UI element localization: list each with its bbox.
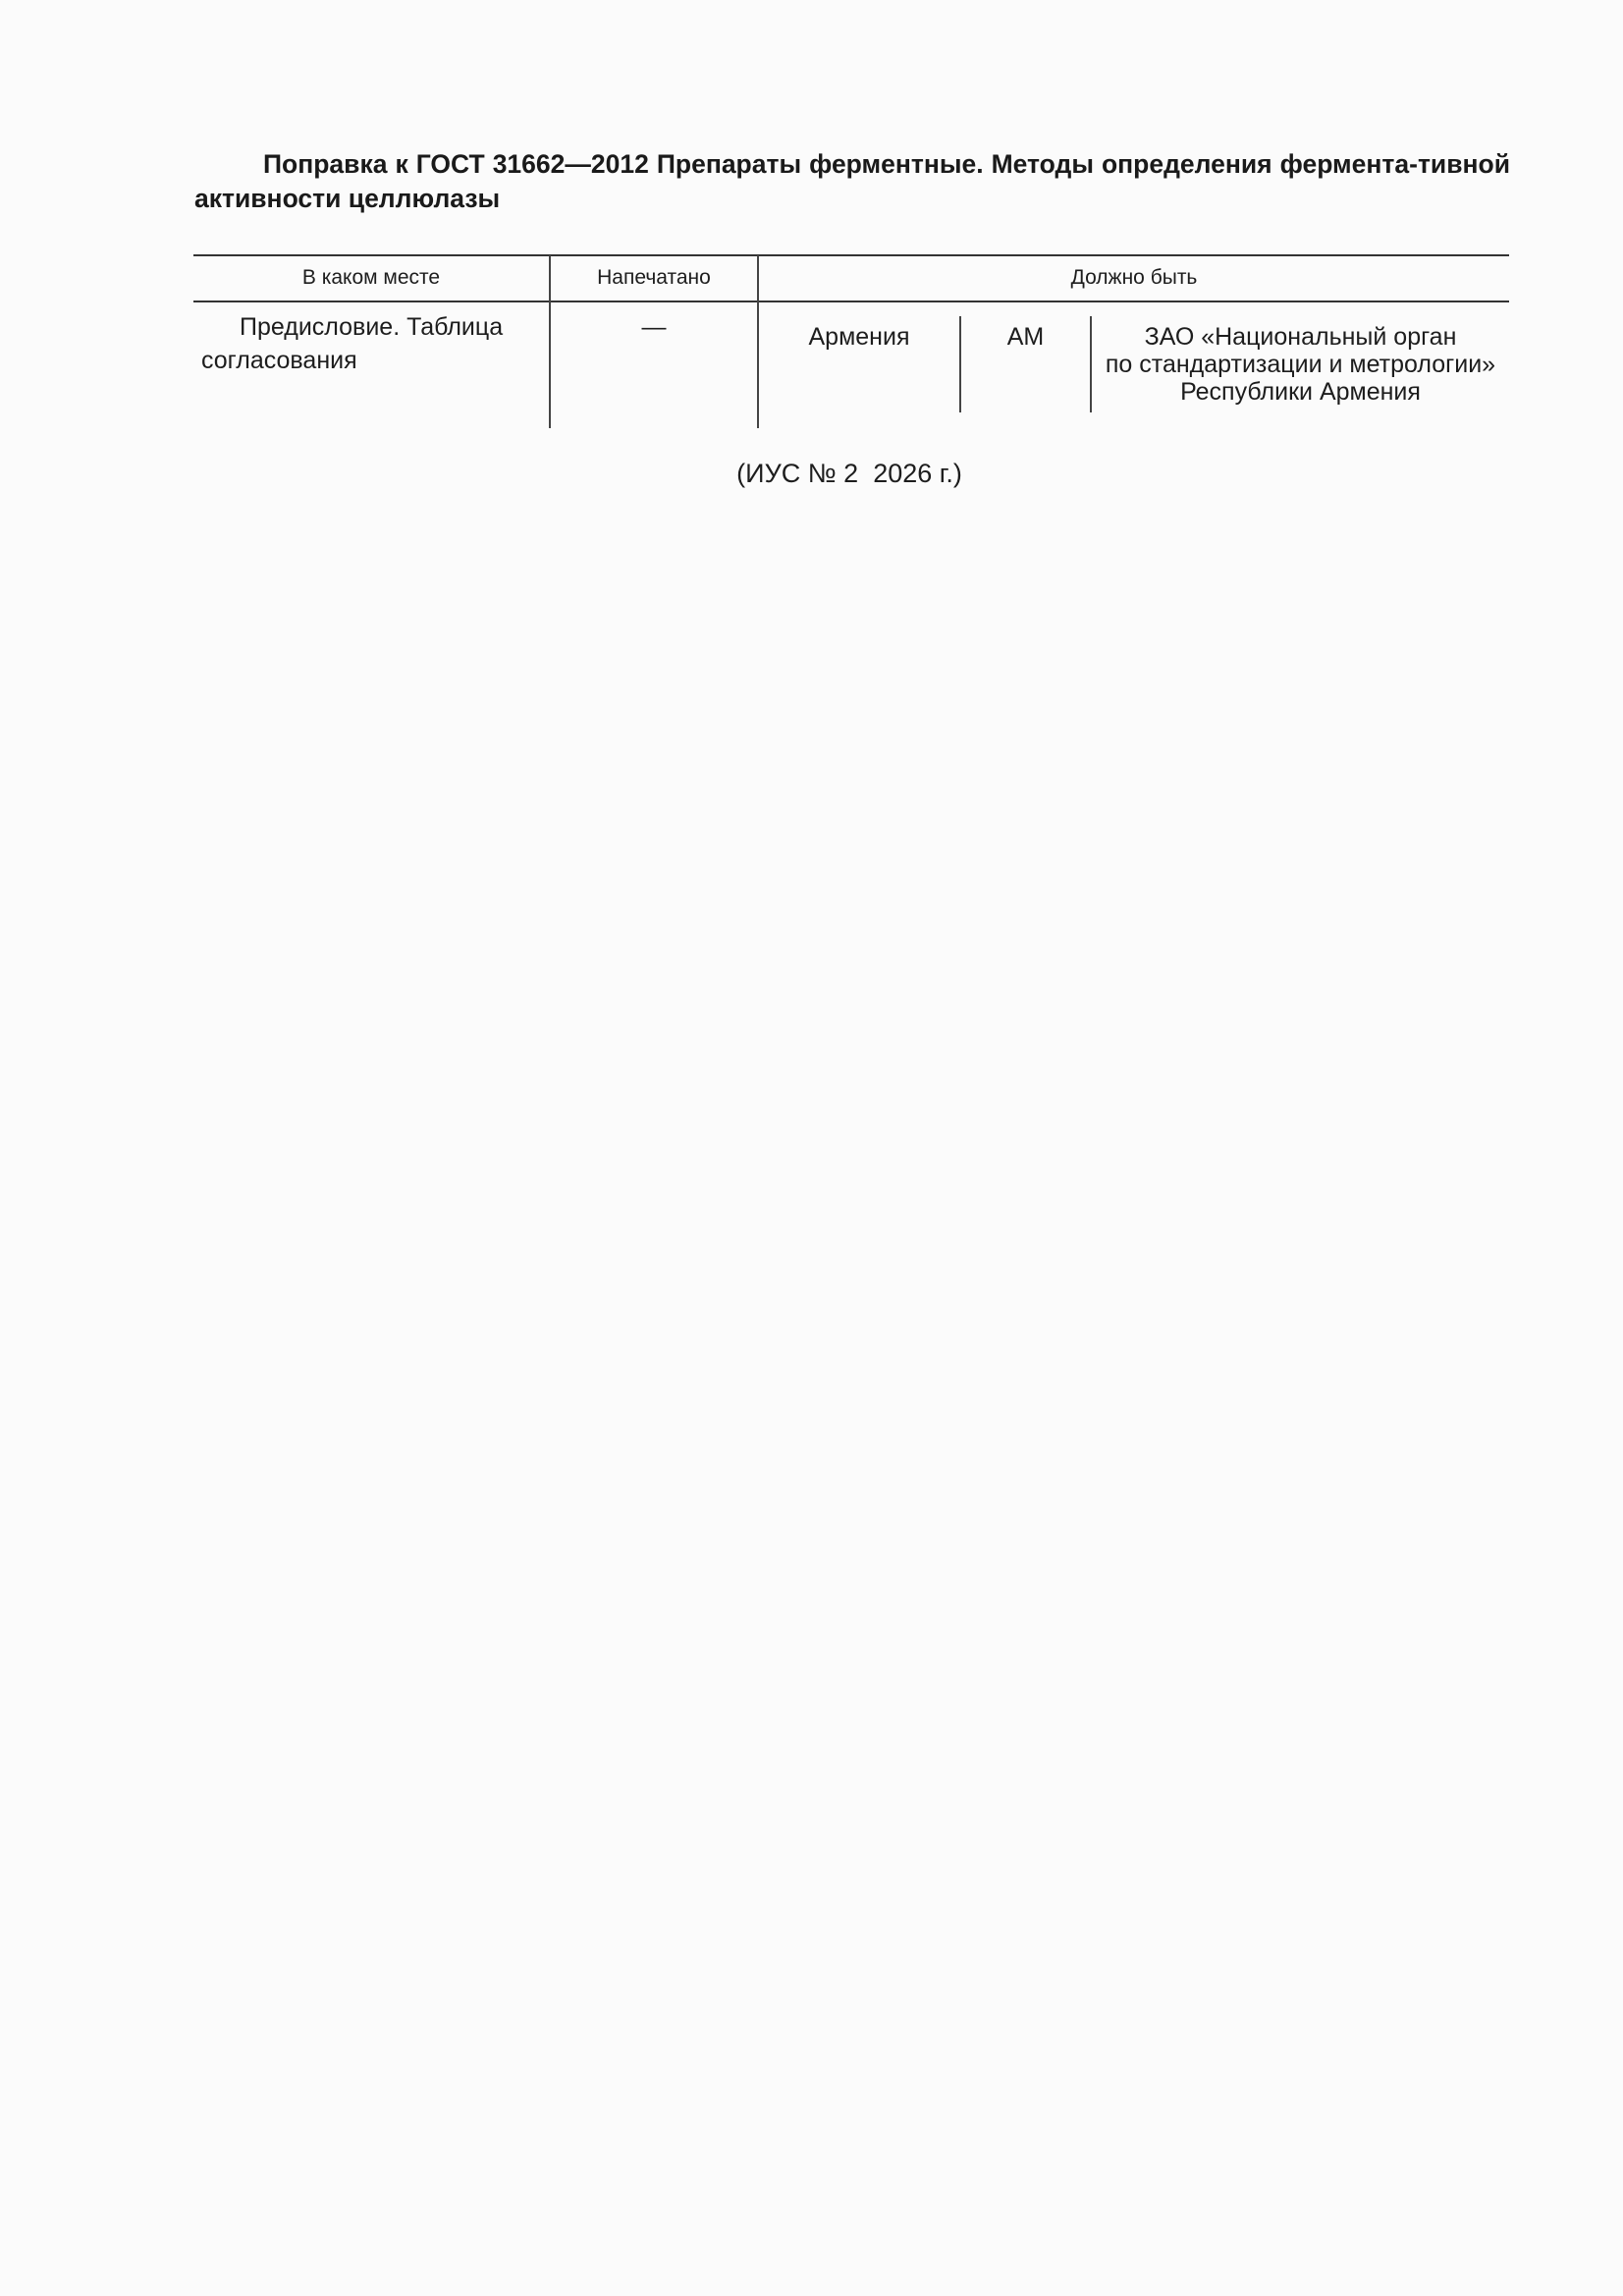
table-top-rule: [193, 254, 1509, 256]
issue-reference: (ИУС № 2 2026 г.): [736, 459, 962, 488]
cell-country-code: AM: [1006, 323, 1045, 351]
header-printed: Напечатано: [597, 266, 711, 289]
document-title: Поправка к ГОСТ 31662—2012 Препараты ферментные. Методы определения фермента-тивной активности целлюлазы: [194, 149, 1510, 213]
cell-printed: —: [641, 313, 667, 341]
cell-country: Армения: [808, 323, 910, 351]
cell-org-line2: по стандартизации и метрологии»: [1105, 351, 1496, 378]
header-should-be: Должно быть: [1070, 266, 1198, 289]
table-header-rule: [193, 301, 1509, 302]
header-where: В каком месте: [301, 266, 441, 289]
cell-where-line2: согласования: [201, 347, 357, 374]
cell-org-line1: ЗАО «Национальный орган: [1144, 323, 1457, 351]
cell-where-line1: Предисловие. Таблица: [240, 313, 504, 341]
cell-org-line3: Республики Армения: [1180, 378, 1421, 406]
